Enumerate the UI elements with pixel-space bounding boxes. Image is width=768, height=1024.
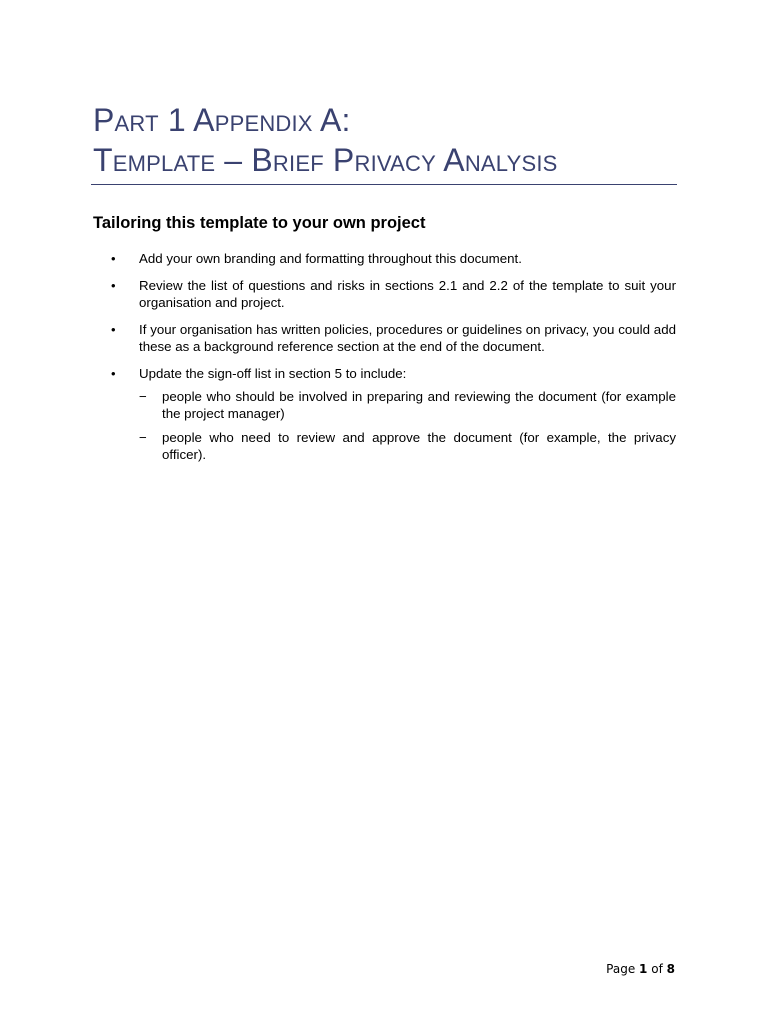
list-item-text: Add your own branding and formatting throughout this document. — [139, 251, 522, 266]
title-line-1: Part 1 Appendix A: — [93, 102, 351, 138]
bullet-list — [93, 250, 676, 473]
list-item — [93, 277, 676, 311]
dash-icon: − — [139, 430, 147, 445]
dash-icon: − — [139, 389, 147, 404]
page-title — [93, 100, 677, 180]
sub-list — [139, 388, 676, 463]
sub-list-item-text: people who should be involved in preparing and reviewing the document (for example the project manager) — [162, 389, 676, 421]
sub-list-item — [139, 388, 676, 422]
page-label: Page — [606, 962, 636, 976]
sub-list-item — [139, 429, 676, 463]
section-heading: Tailoring this template to your own project — [93, 214, 426, 232]
list-item-text: Review the list of questions and risks in sections 2.1 and 2.2 of the template to suit your organisation and project. — [139, 278, 676, 310]
bullet-icon: • — [111, 322, 116, 337]
current-page: 1 — [639, 962, 648, 976]
list-item — [93, 365, 676, 463]
list-item — [93, 321, 676, 355]
title-divider — [91, 184, 677, 185]
sub-list-item-text: people who need to review and approve the document (for example, the privacy officer). — [162, 430, 676, 462]
list-item-text: If your organisation has written policies, procedures or guidelines on privacy, you could add these as a background reference section at the end of the document. — [139, 322, 676, 354]
of-label: of — [651, 962, 663, 976]
bullet-icon: • — [111, 366, 116, 381]
list-item — [93, 250, 676, 267]
bullet-icon: • — [111, 278, 116, 293]
total-pages: 8 — [666, 962, 675, 976]
title-line-2: Template – Brief Privacy Analysis — [93, 142, 558, 178]
list-item-text: Update the sign-off list in section 5 to include: — [139, 366, 407, 381]
page-number — [606, 961, 675, 977]
bullet-icon: • — [111, 251, 116, 266]
